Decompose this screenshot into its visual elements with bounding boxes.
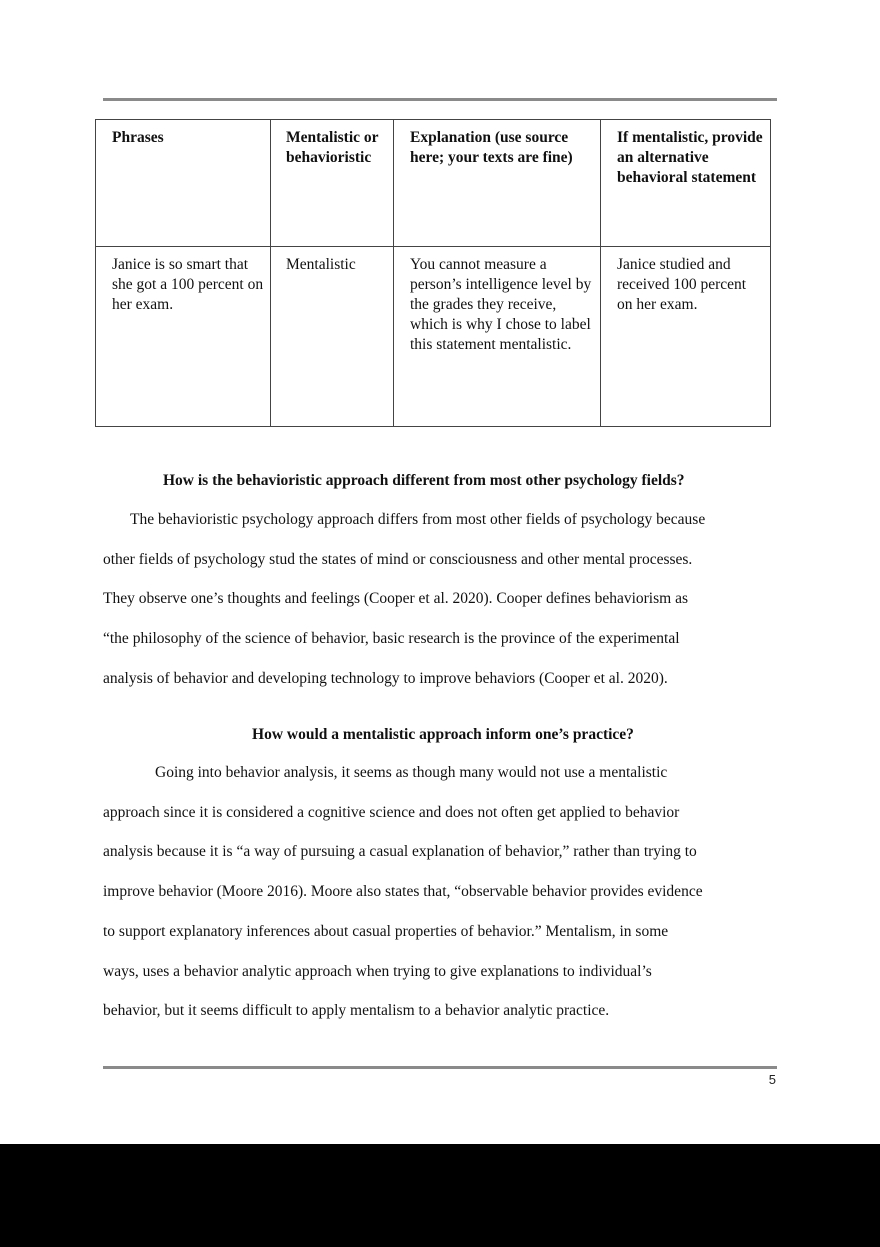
paragraph-line: approach since it is considered a cognitive science and does not often get applied to behavior	[103, 803, 680, 821]
paragraph-line: The behavioristic psychology approach differs from most other fields of psychology because	[130, 511, 706, 528]
paragraph-line: They observe one’s thoughts and feelings (Cooper et al. 2020). Cooper defines behaviorism as	[103, 590, 688, 608]
phrases-table	[95, 119, 771, 427]
header-phrases: Phrases	[96, 120, 271, 247]
paragraph-line: analysis of behavior and developing technology to improve behaviors (Cooper et al. 2020).	[103, 669, 668, 687]
paragraph-line: behavior, but it seems difficult to apply mentalism to a behavior analytic practice.	[103, 1002, 610, 1020]
footer-rule	[103, 1066, 777, 1069]
header-rule	[103, 98, 777, 101]
table-row	[96, 247, 771, 427]
paragraph-line: analysis because it is “a way of pursuing a casual explanation of behavior,” rather than trying to	[103, 843, 697, 861]
cell-phrase: Janice is so smart that she got a 100 percent on her exam.	[96, 247, 271, 427]
cell-alternative: Janice studied and received 100 percent on her exam.	[601, 247, 771, 427]
header-explanation: Explanation (use source here; your texts are fine)	[394, 120, 601, 247]
header-alternative: If mentalistic, provide an alternative behavioral statement	[601, 120, 771, 247]
paragraph-line: Going into behavior analysis, it seems as though many would not use a mentalistic	[155, 764, 668, 781]
paragraph-line: “the philosophy of the science of behavior, basic research is the province of the experimental	[103, 630, 680, 648]
section-heading-behavioristic: How is the behavioristic approach different from most other psychology fields?	[163, 472, 685, 489]
paragraph-line: other fields of psychology stud the states of mind or consciousness and other mental processes.	[103, 550, 693, 568]
paragraph-line: improve behavior (Moore 2016). Moore also states that, “observable behavior provides evidence	[103, 883, 703, 901]
cell-classification: Mentalistic	[271, 247, 394, 427]
cell-explanation: You cannot measure a person’s intelligence level by the grades they receive, which is why I chose to label this statement mentalistic.	[394, 247, 601, 427]
table-header-row	[96, 120, 771, 247]
paragraph-behavioristic	[103, 500, 783, 699]
page-number: 5	[768, 1072, 776, 1087]
header-classification: Mentalistic or behavioristic	[271, 120, 394, 247]
paragraph-line: ways, uses a behavior analytic approach when trying to give explanations to individual’s	[103, 962, 652, 980]
viewer-background	[0, 1144, 880, 1247]
paragraph-mentalistic	[103, 753, 783, 1031]
section-heading-mentalistic: How would a mentalistic approach inform one’s practice?	[252, 726, 634, 743]
paragraph-line: to support explanatory inferences about casual properties of behavior.” Mentalism, in some	[103, 922, 669, 940]
